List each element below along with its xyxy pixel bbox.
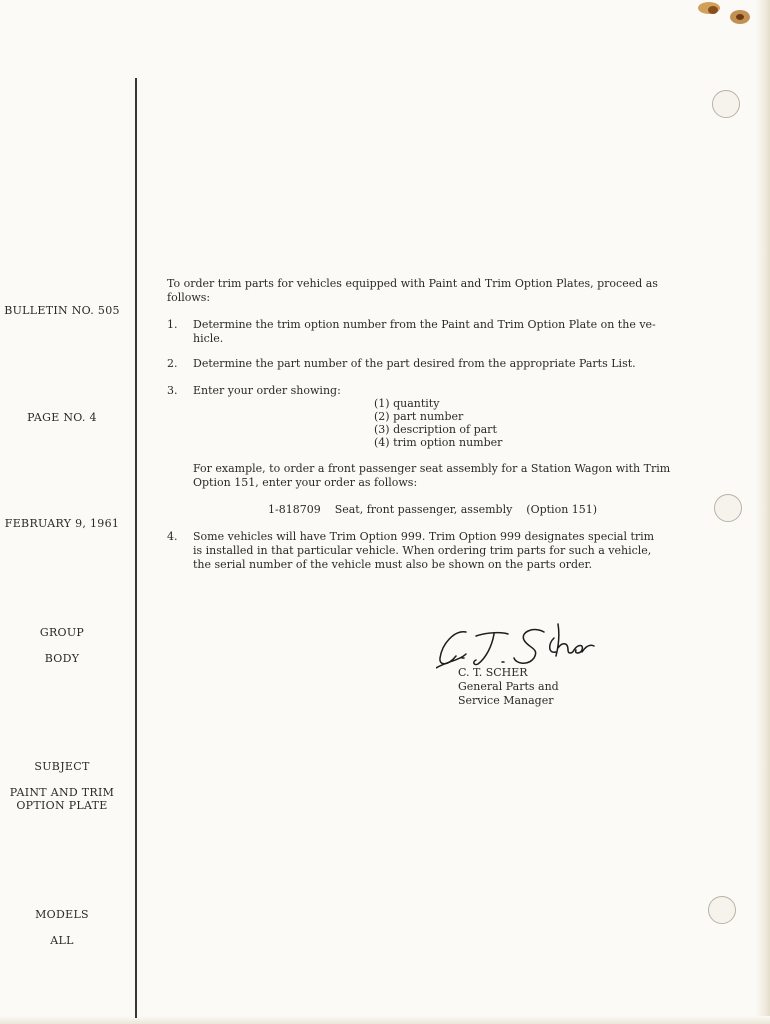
step-number: 1. bbox=[167, 318, 178, 331]
rust-stain bbox=[708, 6, 718, 14]
step-text-line: the serial number of the vehicle must also be shown on the parts order. bbox=[193, 558, 593, 571]
intro-paragraph bbox=[167, 277, 705, 305]
sidebar-divider-line bbox=[135, 78, 137, 1018]
paper-edge bbox=[756, 0, 770, 1024]
step-number: 4. bbox=[167, 530, 178, 543]
punch-hole bbox=[714, 494, 742, 522]
intro-line: To order trim parts for vehicles equipped with Paint and Trim Option Plates, proceed as bbox=[167, 277, 658, 290]
models-value: ALL bbox=[50, 934, 74, 947]
step-text-line: is installed in that particular vehicle. When ordering trim parts for such a vehicle, bbox=[193, 544, 652, 557]
example-paragraph bbox=[193, 462, 705, 490]
step-text-line: Enter your order showing: bbox=[193, 384, 341, 397]
intro-line: follows: bbox=[167, 291, 211, 304]
example-line: Option 151, enter your order as follows: bbox=[193, 476, 418, 489]
group-value: BODY bbox=[44, 652, 80, 665]
handwritten-signature bbox=[436, 622, 596, 670]
step-text-line: Determine the part number of the part desired from the appropriate Parts List. bbox=[193, 357, 636, 370]
punch-hole bbox=[708, 896, 736, 924]
step-text-line: hicle. bbox=[193, 332, 224, 345]
list-item: (1) quantity bbox=[374, 397, 440, 410]
example-order-line: 1-818709 Seat, front passenger, assembly (Option 151) bbox=[268, 503, 598, 516]
step-text-line: Some vehicles will have Trim Option 999. Trim Option 999 designates special trim bbox=[193, 530, 655, 543]
group-label: GROUP bbox=[39, 626, 85, 639]
list-item: (2) part number bbox=[374, 410, 464, 423]
rust-stain bbox=[736, 14, 744, 20]
subject-label: SUBJECT bbox=[34, 760, 90, 773]
signer-name: C. T. SCHER bbox=[458, 666, 528, 679]
order-field-list bbox=[374, 397, 502, 449]
bulletin-date: FEBRUARY 9, 1961 bbox=[4, 517, 120, 530]
bulletin-number: BULLETIN NO. 505 bbox=[4, 304, 120, 317]
step-text-line: Determine the trim option number from the Paint and Trim Option Plate on the ve- bbox=[193, 318, 656, 331]
list-item: (4) trim option number bbox=[374, 436, 503, 449]
subject-value-line1: PAINT AND TRIM bbox=[9, 786, 115, 799]
step-number: 3. bbox=[167, 384, 178, 397]
list-item: (3) description of part bbox=[374, 423, 497, 436]
models-label: MODELS bbox=[35, 908, 89, 921]
punch-hole bbox=[712, 90, 740, 118]
signature-block bbox=[458, 666, 559, 708]
subject-value-line2: OPTION PLATE bbox=[16, 799, 108, 812]
signer-title-line: Service Manager bbox=[458, 694, 554, 707]
example-line: For example, to order a front passenger seat assembly for a Station Wagon with Trim bbox=[193, 462, 671, 475]
signer-title-line: General Parts and bbox=[458, 680, 559, 693]
paper-bottom-edge bbox=[0, 1016, 770, 1024]
step-number: 2. bbox=[167, 357, 178, 370]
page-number: PAGE NO. 4 bbox=[27, 411, 97, 424]
